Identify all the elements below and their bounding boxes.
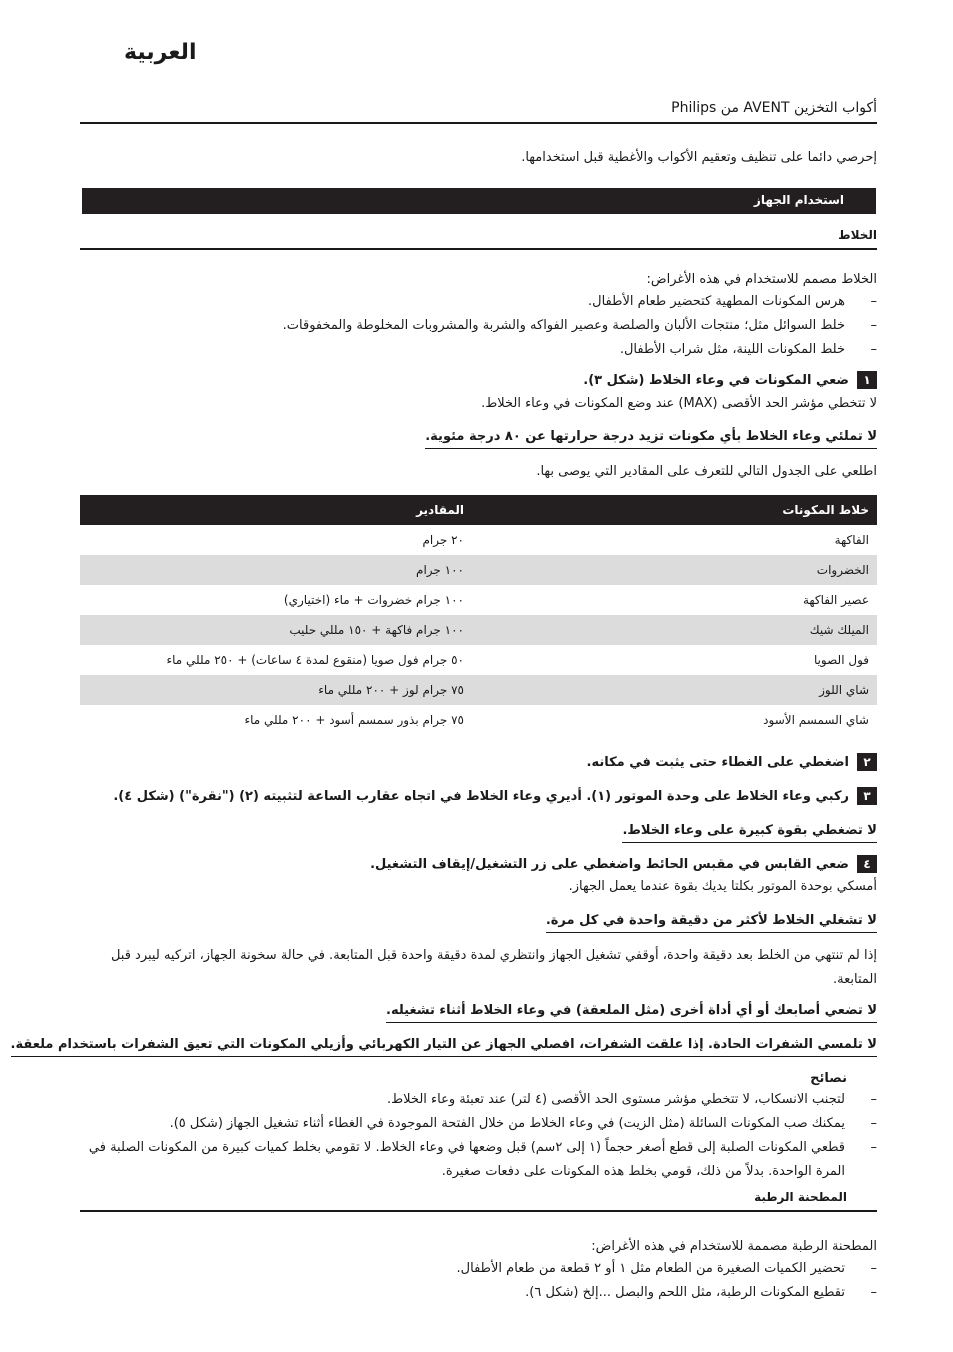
table-cell: شاي السمسم الأسود [763, 713, 869, 727]
step-3 [77, 786, 877, 808]
step-4 [77, 854, 877, 876]
table-cell: ١٠٠ جرام [80, 555, 472, 585]
step-2 [77, 752, 877, 774]
table-row [80, 675, 877, 705]
warning-force: لا تضغطي بقوة كبيرة على وعاء الخلاط. [622, 820, 877, 843]
warning-minute: لا تشغلي الخلاط لأكثر من دقيقة واحدة في كل مرة. [546, 910, 877, 933]
table-cell: ٥٠ جرام فول صويا (منقوع لمدة ٤ ساعات) + ٢٥٠ مللي ماء [166, 653, 464, 667]
list-item: – لتجنب الانسكاب، لا تتخطي مؤشر مستوى الحد الأقصى (٤ لتر) عند تعبئة وعاء الخلاط. [77, 1088, 877, 1112]
warning-hot: لا تملئي وعاء الخلاط بأي مكونات تزيد درجة حرارتها عن ٨٠ درجة مئوية. [425, 426, 877, 449]
table-row [80, 555, 877, 585]
grinder-heading: المطحنة الرطبة [80, 1190, 877, 1212]
using-device-label: استخدام الجهاز [753, 193, 844, 207]
step-number: ٣ [857, 787, 877, 805]
table-cell: ٢٠ جرام [422, 533, 464, 547]
table-cell: الميلك شيك [472, 615, 877, 645]
warning-fingers: لا تضعي أصابعك أو أي أداة أخرى (مثل الملعقة) في وعاء الخلاط أثناء تشغيله. [386, 1000, 877, 1023]
table-cell: ٧٥ جرام بذور سمسم أسود + ٢٠٠ مللي ماء [244, 713, 464, 727]
table-row [80, 525, 877, 555]
minute-paragraph: إذا لم تنتهي من الخلط بعد دقيقة واحدة، أوقفي تشغيل الجهاز وانتظري لمدة دقيقة واحدة قبل المتابعة. في حالة سخونة الجهاز، اتركيه ليبرد قبل المتابعة. [110, 948, 877, 987]
tips-list [77, 1088, 877, 1184]
list-item: – يمكنك صب المكونات السائلة (مثل الزيت) في وعاء الخلاط من خلال الفتحة الموجودة في الغطاء أثناء تشغيل الجهاز (شكل ٥). [77, 1112, 877, 1136]
step-text: اضغطي على الغطاء حتى يثبت في مكانه. [586, 755, 849, 770]
list-item: – خلط السوائل مثل؛ منتجات الألبان والصلصة وعصير الفواكه والشربة والمشروبات المخلوطة والمخفوقات. [77, 314, 877, 338]
table-row [80, 645, 877, 675]
step-4-note: أمسكي بوحدة الموتور بكلتا يديك بقوة عندما يعمل الجهاز. [568, 879, 877, 894]
column-header: المقادير [80, 495, 472, 525]
list-item: – قطعي المكونات الصلبة إلى قطع أصغر حجماً (١ إلى ٢سم) قبل وضعها في وعاء الخلاط. لا تقومي بخلط كميات كبيرة من المكونات الصلبة في المرة الواحدة. بدلاً من ذلك، قومي بخلط هذه المكونات على دفعات صغيرة. [77, 1136, 877, 1184]
table-header-row [80, 495, 877, 525]
table-cell: ٧٥ جرام لوز + ٢٠٠ مللي ماء [80, 675, 472, 705]
grinder-uses-list [77, 1257, 877, 1305]
table-cell: فول الصويا [813, 653, 869, 667]
step-text: ضعي المكونات في وعاء الخلاط (شكل ٣). [583, 373, 849, 388]
step-number: ١ [857, 371, 877, 389]
blender-heading: الخلاط [80, 228, 877, 250]
table-row [80, 585, 877, 615]
list-item: – خلط المكونات اللينة، مثل شراب الأطفال. [77, 338, 877, 362]
step-1 [77, 370, 877, 392]
section-heading: أكواب التخزين AVENT من Philips [80, 100, 877, 124]
tips-heading: نصائح [810, 1071, 847, 1086]
step-number: ٢ [857, 753, 877, 771]
step-number: ٤ [857, 855, 877, 873]
step-text: ضعي القابس في مقبس الحائط واضغطي على زر التشغيل/إيقاف التشغيل. [370, 857, 849, 872]
step-text: ركبي وعاء الخلاط على وحدة الموتور (١). أديري وعاء الخلاط في اتجاه عقارب الساعة لتثبيته (٢) ("نقرة") (شكل ٤). [113, 789, 849, 804]
quantities-table [80, 495, 877, 735]
list-item: – تقطيع المكونات الرطبة، مثل اللحم والبصل ...إلخ (شكل ٦). [77, 1281, 877, 1305]
list-item: – هرس المكونات المطهية كتحضير طعام الأطفال. [77, 290, 877, 314]
warning-blades: لا تلمسي الشفرات الحادة. إذا علقت الشفرات، افصلي الجهاز عن التيار الكهربائي وأزيلي المكونات التي تعيق الشفرات باستخدام ملعقة. [11, 1034, 877, 1057]
table-cell: ١٠٠ جرام فاكهة + ١٥٠ مللي حليب [80, 615, 472, 645]
table-cell: ١٠٠ جرام خضروات + ماء (اختياري) [283, 593, 464, 607]
blender-uses-list [77, 290, 877, 362]
table-cell: الفاكهة [834, 533, 869, 547]
table-row [80, 615, 877, 645]
table-cell: الخضروات [472, 555, 877, 585]
intro-text: إحرصي دائما على تنظيف وتعقيم الأكواب والأغطية قبل استخدامها. [521, 150, 877, 165]
grinder-intro: المطحنة الرطبة مصممة للاستخدام في هذه الأغراض: [591, 1239, 877, 1254]
table-row [80, 705, 877, 735]
step-1-note: لا تتخطي مؤشر الحد الأقصى (MAX) عند وضع المكونات في وعاء الخلاط. [481, 396, 877, 411]
using-device-bar [82, 188, 876, 214]
language-title: العربية [124, 40, 197, 65]
list-item: – تحضير الكميات الصغيرة من الطعام مثل ١ أو ٢ قطعة من طعام الأطفال. [77, 1257, 877, 1281]
table-intro: اطلعي على الجدول التالي للتعرف على المقادير التي يوصى بها. [536, 464, 877, 479]
table-cell: شاي اللوز [472, 675, 877, 705]
blender-intro: الخلاط مصمم للاستخدام في هذه الأغراض: [646, 272, 877, 287]
column-header: خلاط المكونات [472, 495, 877, 525]
table-cell: عصير الفاكهة [802, 593, 869, 607]
